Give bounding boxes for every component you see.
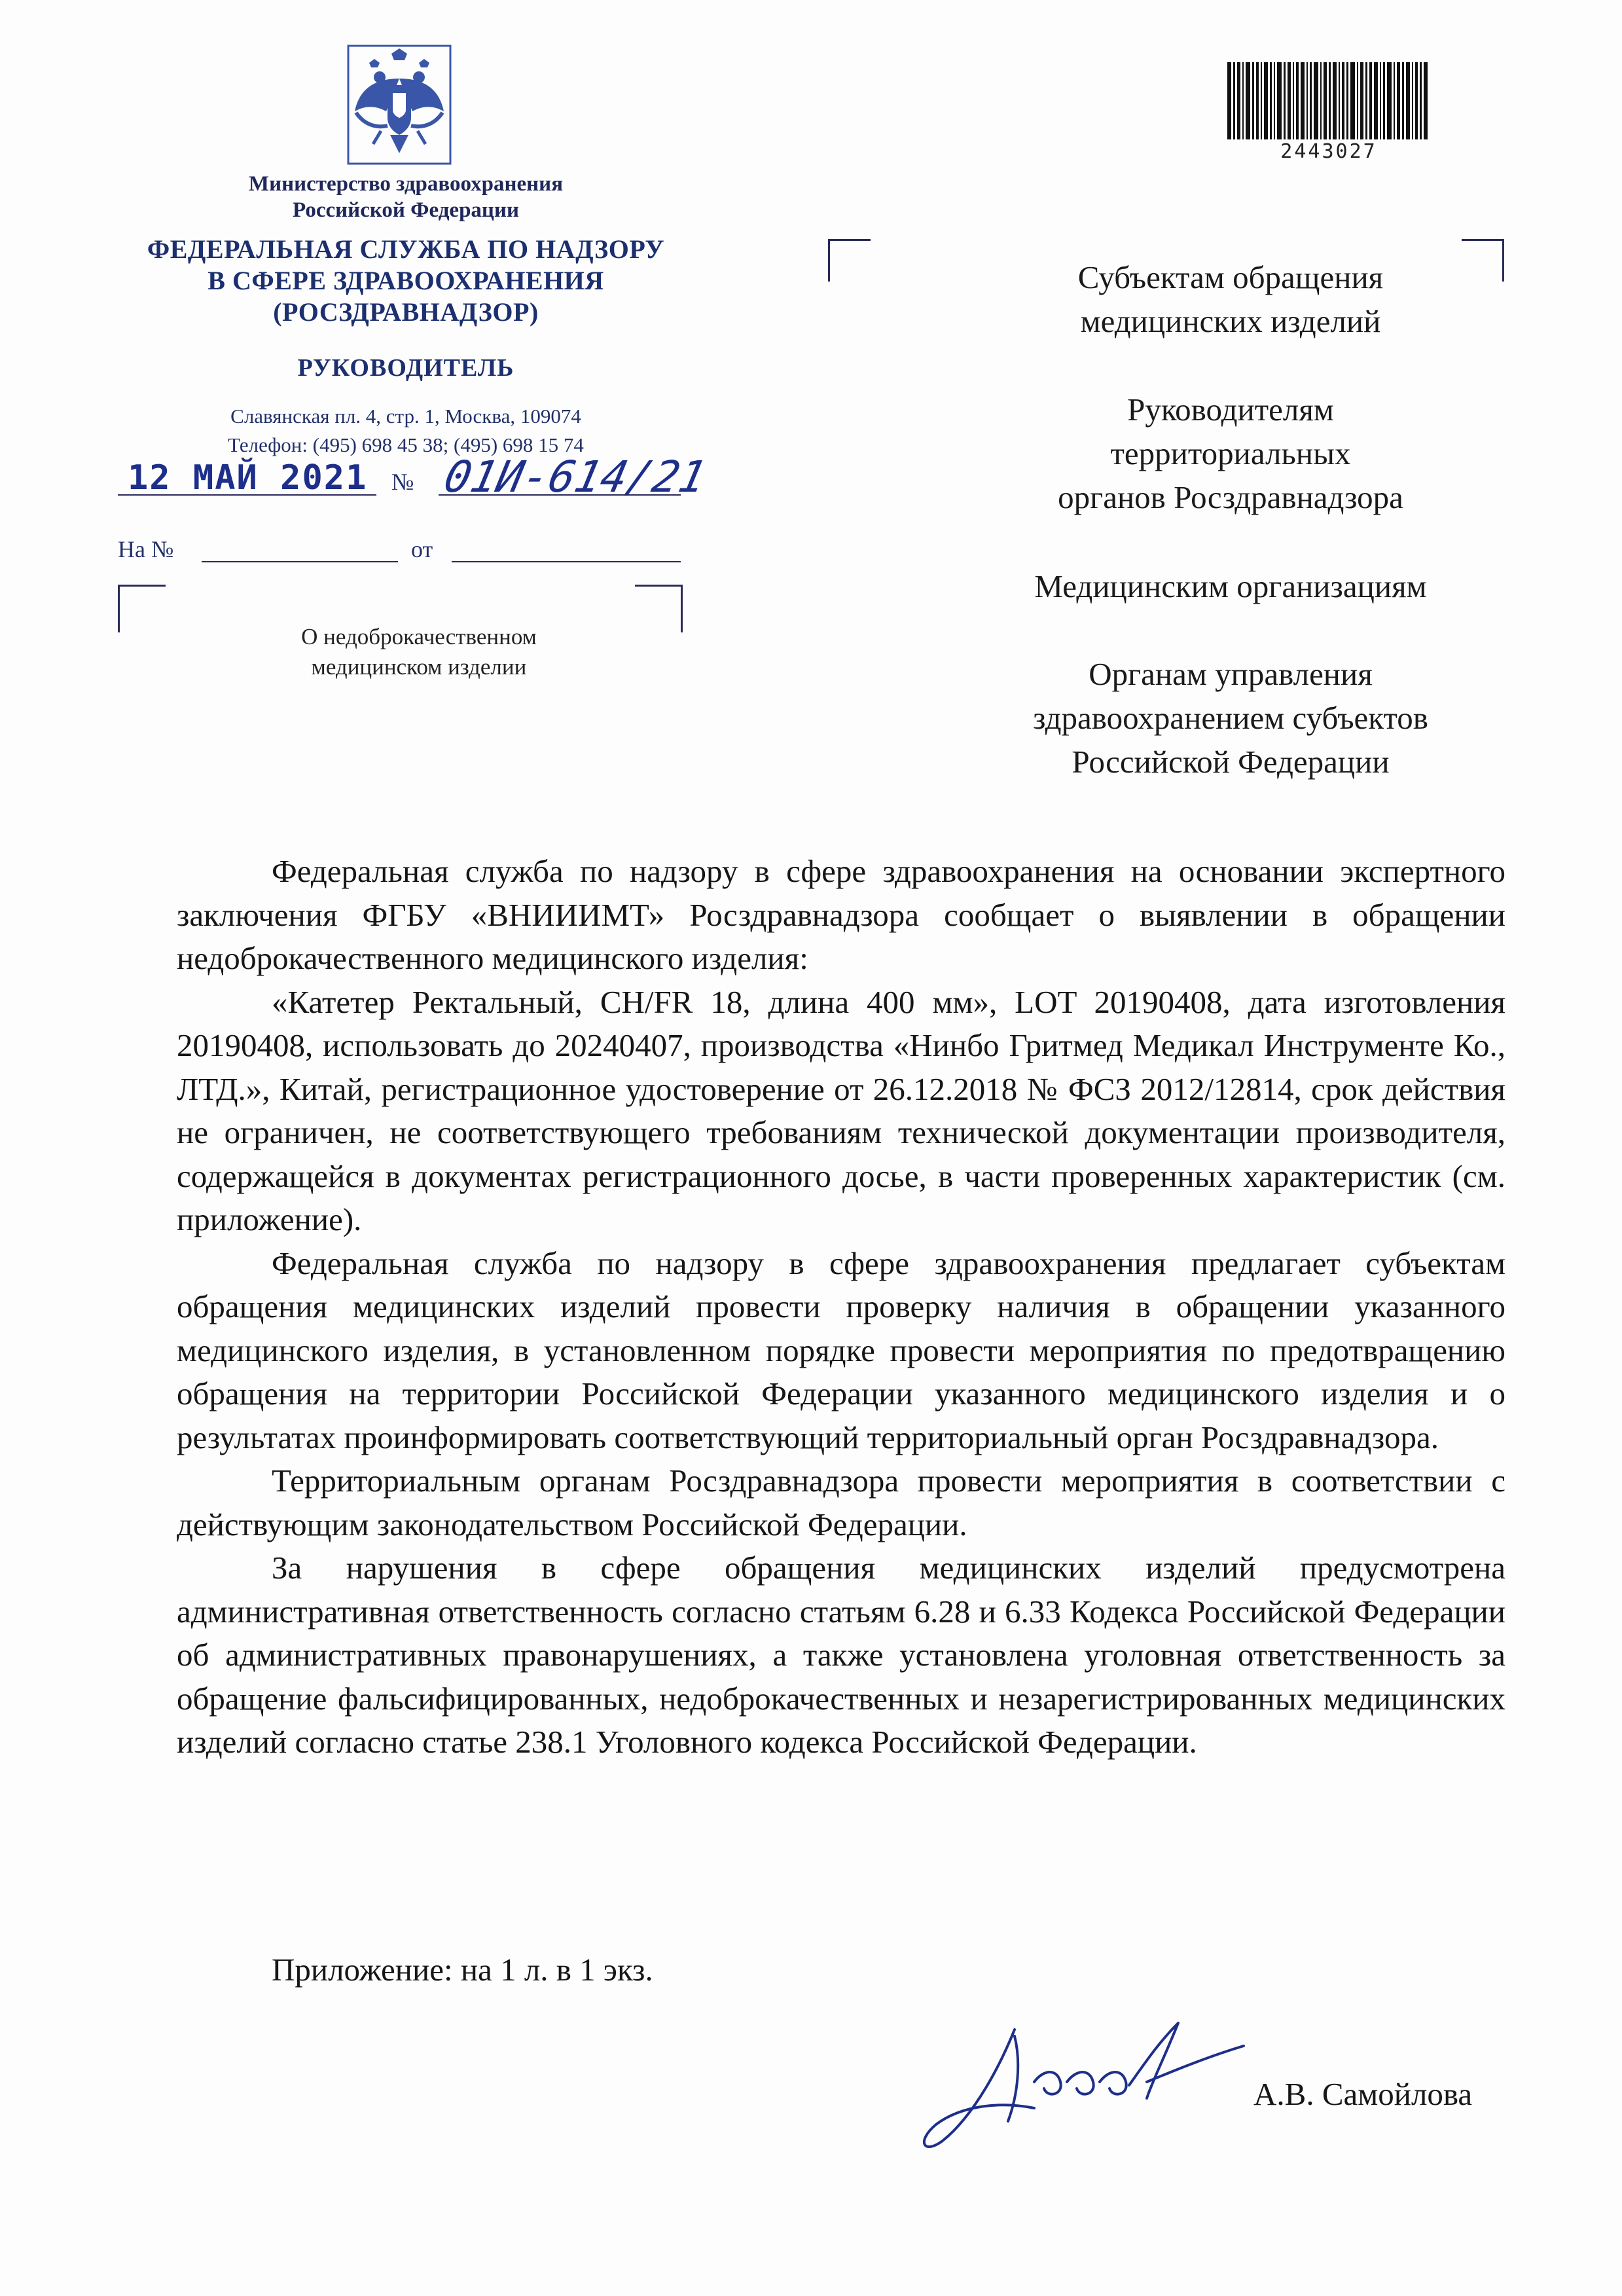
number-label: № [391, 469, 414, 495]
reference-label: На № [118, 536, 174, 562]
body-paragraph-3: Федеральная служба по надзору в сфере здравоохранения предлагает субъектам обращения медицинских изделий провести проверку наличия в обращении указанного медицинского изделия, в установленном порядке провести мероприятия по предотвращению обращения на территории Российской Федерации указанного медицинского изделия и о результатах проинформировать соответствующий территориальный орган Росздравнадзора. [177, 1245, 1505, 1455]
body-paragraph-5: За нарушения в сфере обращения медицинских изделий предусмотрена административная ответственность согласно статьям 6.28 и 6.33 Кодекса Российской Федерации об административных правонарушениях, а также установлена уголовная ответственность за обращение фальсифицированных, недоброкачественных и незарегистрированных медицинских изделий согласно статье 238.1 Уголовного кодекса Российской Федерации. [177, 1550, 1505, 1760]
addressee-1-line1: Субъектам обращения [1077, 259, 1384, 295]
barcode-icon [1227, 62, 1430, 141]
addressee-1 [943, 255, 1519, 343]
service-name-line3: (РОСЗДРАВНАДЗОР) [273, 297, 539, 327]
handwritten-signature [903, 1984, 1270, 2167]
ministry-name-line2: Российской Федерации [293, 198, 519, 222]
addressee-3 [943, 564, 1519, 608]
double-headed-eagle-icon [340, 39, 458, 170]
reference-date-line [452, 561, 681, 562]
letter-body [177, 850, 1505, 1764]
addressee-4 [943, 652, 1519, 784]
coat-of-arms-emblem [340, 39, 458, 170]
letter-number: 01И-614/21 [439, 452, 711, 502]
addressee-bracket-left [828, 239, 871, 282]
body-paragraph-2: «Катетер Ректальный, CH/FR 18, длина 400 мм», LOT 20190408, дата изготовления 20190408, использовать до 20240407, производства «Нинбо Гритмед Медикал Инструменте Ко., ЛТД.», Китай, регистрационное удостоверение от 26.12.2018 № ФСЗ 2012/12814, срок действия не ограничен, не соответствующего требованиям технической документации производителя, содержащейся в документах регистрационного досье, в части проверенных характеристик (см. приложение). [177, 983, 1505, 1237]
subject-line2: медицинском изделии [311, 654, 527, 680]
phone-line: Телефон: (495) 698 45 38; (495) 698 15 74 [228, 433, 584, 456]
addressee-2 [943, 388, 1519, 519]
address-line: Славянская пл. 4, стр. 1, Москва, 109074 [230, 405, 581, 428]
signature-icon [903, 1984, 1270, 2167]
addressee-1-line2: медицинских изделий [1080, 303, 1381, 339]
number-underline [439, 494, 681, 496]
barcode-number: 2443027 [1280, 140, 1377, 163]
subject-line1: О недоброкачественном [301, 624, 537, 649]
ministry-name-line1: Министерство здравоохранения [248, 172, 564, 196]
date-underline [118, 494, 376, 496]
body-paragraph-1: Федеральная служба по надзору в сфере здравоохранения на основании экспертного заключения ФГБУ «ВНИИИМТ» Росздравнадзора сообщает о выявлении в обращении недоброкачественного медицинского изделия: [177, 853, 1505, 976]
barcode [1227, 62, 1430, 141]
addressee-4-line1: Органам управления [1089, 656, 1373, 692]
body-paragraph-4: Территориальным органам Росздравнадзора провести мероприятия в соответствии с действующим законодательством Российской Федерации. [177, 1463, 1505, 1542]
addressee-4-line2: здравоохранением субъектов [1033, 700, 1428, 736]
letter-date: 12 МАЙ 2021 [128, 458, 368, 498]
service-name-line1: ФЕДЕРАЛЬНАЯ СЛУЖБА ПО НАДЗОРУ [147, 234, 665, 264]
addressee-3-line1: Медицинским организациям [1034, 568, 1427, 604]
signer-name: А.В. Самойлова [1253, 2076, 1473, 2112]
addressee-4-line3: Российской Федерации [1072, 744, 1390, 780]
service-name-line2: В СФЕРЕ ЗДРАВООХРАНЕНИЯ [207, 266, 604, 295]
reference-from-label: от [411, 536, 433, 562]
addressee-2-line3: органов Росздравнадзора [1058, 479, 1403, 515]
addressee-2-line1: Руководителям [1127, 392, 1334, 428]
addressee-2-line2: территориальных [1110, 435, 1351, 471]
head-title: РУКОВОДИТЕЛЬ [297, 354, 514, 382]
attachment-note: Приложение: на 1 л. в 1 экз. [272, 1952, 653, 1988]
reference-number-line [202, 561, 398, 562]
